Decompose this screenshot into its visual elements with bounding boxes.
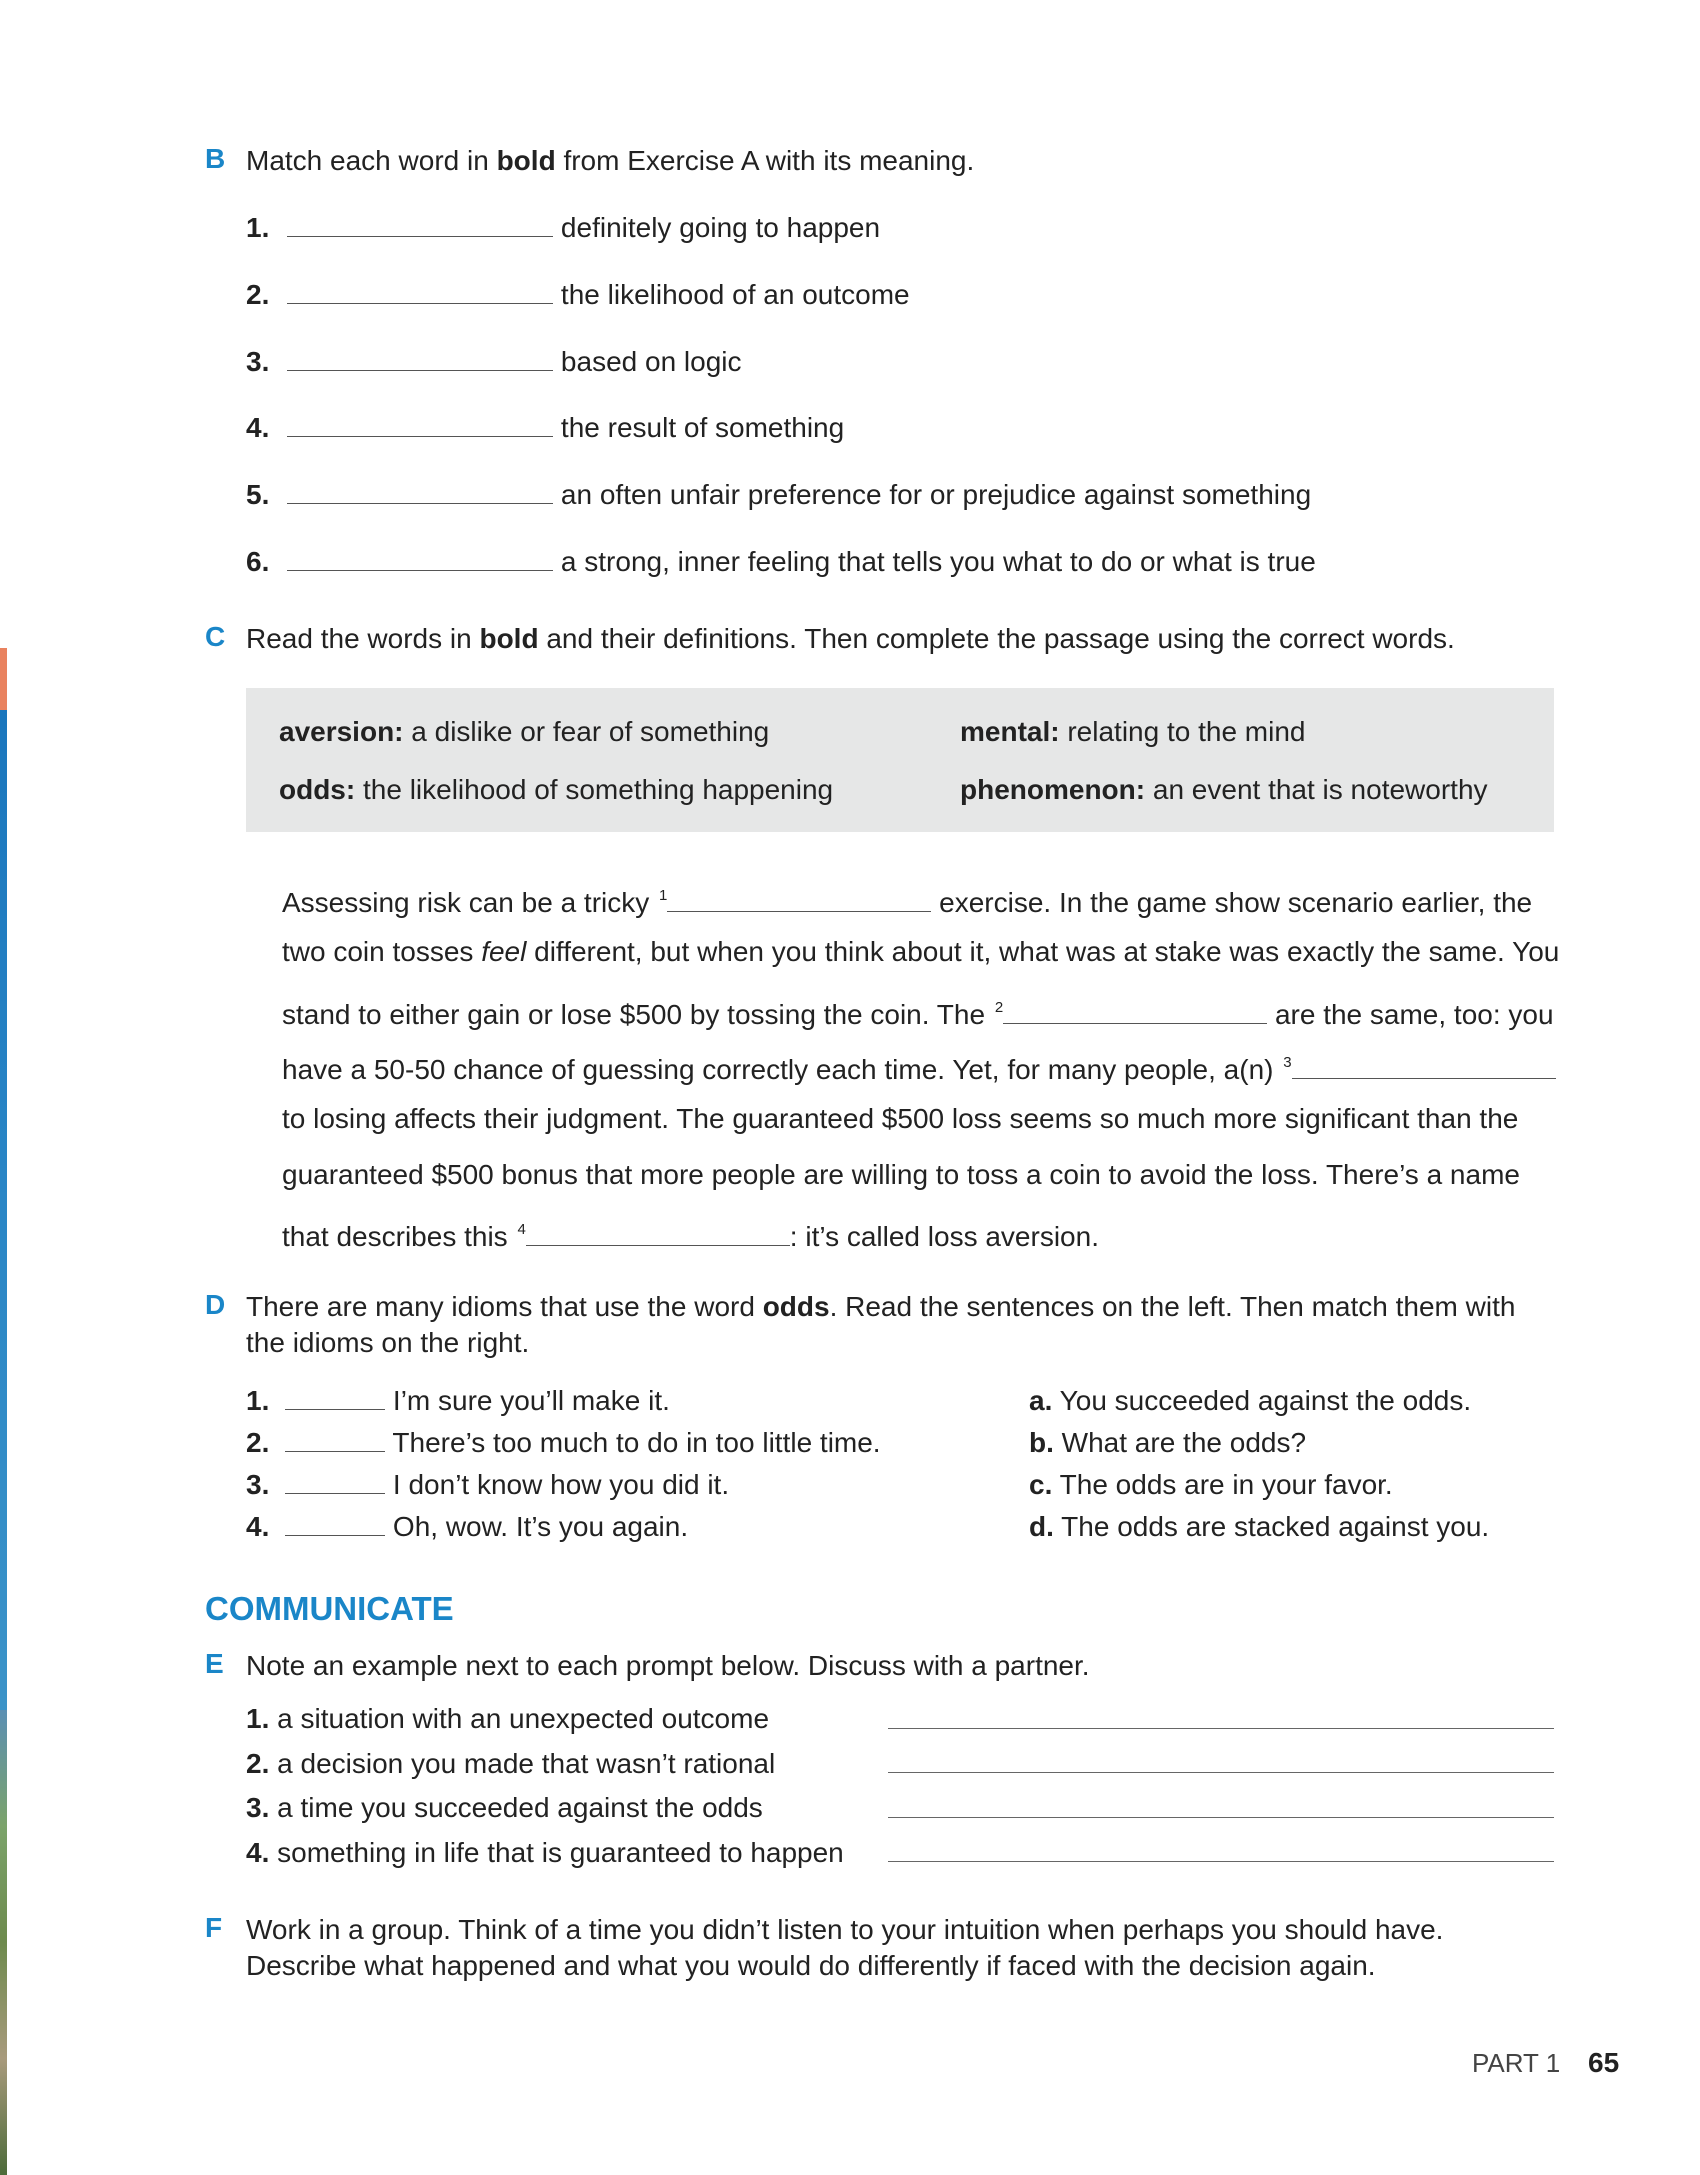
answer-blank[interactable] [285,1471,385,1494]
definition-entry: aversion: a dislike or fear of something [279,716,770,747]
item-meaning: based on logic [560,346,742,377]
answer-blank[interactable] [285,1513,385,1536]
answer-blank[interactable] [287,548,553,571]
section-e-instruction: Note an example next to each prompt below. Discuss with a partner. [246,1650,1090,1681]
answer-blank[interactable] [287,481,553,504]
answer-line[interactable] [888,1817,1554,1818]
footer-part-label: PART 1 [1472,2048,1561,2078]
section-f-text: Work in a group. Think of a time you didn’t listen to your intuition when perhaps you should have. [246,1914,1444,1945]
sentence-item: 1. I’m sure you’ll make it. [246,1385,670,1416]
definition-entry: odds: the likelihood of something happening [279,774,834,805]
passage-blank-1[interactable] [667,889,931,912]
passage-line: two coin tosses feel different, but when you think about it, what was at stake was exactly the same. You [282,936,1560,967]
page-number: 65 [1588,2047,1620,2078]
page-edge-accent [0,710,7,1710]
answer-blank[interactable] [287,214,553,237]
prompt-item: 4. something in life that is guaranteed to happen [246,1837,844,1868]
idiom-item: c. The odds are in your favor. [1029,1469,1393,1500]
item-meaning: the result of something [560,412,845,443]
sentence-item: 2. There’s too much to do in too little time. [246,1427,881,1458]
section-b-item: 3. based on logic [246,346,742,377]
definition-entry: phenomenon: an event that is noteworthy [960,774,1488,805]
section-b-item: 2. the likelihood of an outcome [246,279,910,310]
item-meaning: definitely going to happen [560,212,881,243]
passage-blank-2[interactable] [1003,1001,1267,1024]
section-f-text: Describe what happened and what you would do differently if faced with the decision again. [246,1950,1376,1981]
section-c-letter: C [205,621,226,652]
answer-line[interactable] [888,1728,1554,1729]
sentence-item: 3. I don’t know how you did it. [246,1469,730,1500]
section-c-instruction: Read the words in bold and their definitions. Then complete the passage using the correct words. [246,623,1455,654]
idiom-item: a. You succeeded against the odds. [1029,1385,1472,1416]
prompt-item: 1. a situation with an unexpected outcome [246,1703,770,1734]
prompt-item: 3. a time you succeeded against the odds [246,1792,763,1823]
answer-blank[interactable] [287,414,553,437]
item-meaning: a strong, inner feeling that tells you what to do or what is true [560,546,1316,577]
passage-line: stand to either gain or lose $500 by tossing the coin. The $^2$ are the same, too: you [282,999,1554,1030]
answer-line[interactable] [888,1772,1554,1773]
answer-blank[interactable] [287,348,553,371]
section-d-instruction: the idioms on the right. [246,1327,530,1358]
section-e-letter: E [205,1648,224,1679]
section-b-item: 6. a strong, inner feeling that tells you what to do or what is true [246,546,1316,577]
item-meaning: the likelihood of an outcome [560,279,910,310]
answer-blank[interactable] [287,281,553,304]
item-meaning: an often unfair preference for or prejudice against something [560,479,1312,510]
passage-line: guaranteed $500 bonus that more people are willing to toss a coin to avoid the loss. There’s a name [282,1159,1520,1190]
communicate-heading: COMMUNICATE [205,1590,454,1627]
passage-line: that describes this $^4$ : it’s called loss aversion. [282,1221,1099,1252]
answer-blank[interactable] [285,1387,385,1410]
section-d-instruction: There are many idioms that use the word odds. Read the sentences on the left. Then match them with [246,1291,1516,1322]
passage-blank-4[interactable] [526,1223,790,1246]
idiom-item: d. The odds are stacked against you. [1029,1511,1490,1542]
section-b-instruction: Match each word in bold from Exercise A with its meaning. [246,145,975,176]
passage-line: Assessing risk can be a tricky $^1$ exercise. In the game show scenario earlier, the [282,887,1533,918]
answer-blank[interactable] [285,1429,385,1452]
page-edge-photo [0,1710,7,2175]
passage-line: to losing affects their judgment. The guaranteed $500 loss seems so much more significant than the [282,1103,1519,1134]
section-b-item: 5. an often unfair preference for or prejudice against something [246,479,1312,510]
section-d-letter: D [205,1289,226,1320]
section-b-item: 4. the result of something [246,412,845,443]
section-f-letter: F [205,1912,223,1943]
prompt-item: 2. a decision you made that wasn’t rational [246,1748,776,1779]
definitions-box [246,688,1554,832]
section-b-letter: B [205,143,226,174]
definition-entry: mental: relating to the mind [960,716,1306,747]
idiom-item: b. What are the odds? [1029,1427,1307,1458]
sentence-item: 4. Oh, wow. It’s you again. [246,1511,689,1542]
section-b-item: 1. definitely going to happen [246,212,881,243]
answer-line[interactable] [888,1861,1554,1862]
passage-line: have a 50-50 chance of guessing correctly each time. Yet, for many people, a(n) $^3$ [282,1045,1556,1088]
page-edge-accent [0,648,7,710]
passage-blank-3[interactable] [1292,1056,1556,1079]
